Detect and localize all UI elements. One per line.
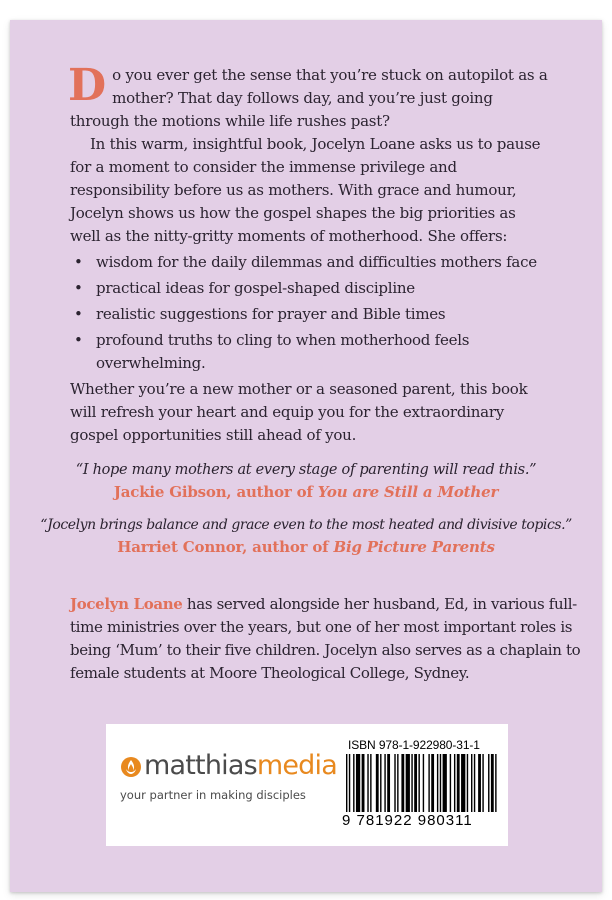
barcode-bar: [443, 754, 447, 812]
barcode-bar: [474, 754, 475, 812]
isbn-label: ISBN 978-1-922980-31-1: [348, 738, 480, 752]
blurb-paragraph-1: [68, 60, 548, 133]
author-name: Jocelyn Loane: [70, 595, 183, 613]
barcode-bar: [450, 754, 451, 812]
barcode-bar: [418, 754, 419, 812]
drop-cap: D: [68, 60, 107, 111]
list-item: • realistic suggestions for prayer and Bible times: [96, 303, 548, 326]
barcode-bar: [346, 754, 347, 812]
endorsement-2: [30, 514, 582, 558]
barcode-bar: [454, 754, 455, 812]
barcode-bar: [353, 754, 354, 812]
barcode-bar: [482, 754, 483, 812]
blurb-paragraph-2: In this warm, insightful book, Jocelyn Loane asks us to pause for a moment to consider the immense privilege and responsibility before us as mothers. With grace and humour, Jocelyn shows us how the gospel shapes the big priorities as well as the nitty-gritty moments of motherhood. She offers:: [70, 135, 541, 245]
back-cover: [10, 20, 602, 892]
endorsement-1: [30, 459, 582, 503]
offer-list: [70, 251, 548, 375]
barcode-bar: [478, 754, 481, 812]
bullet-icon: •: [74, 253, 83, 271]
barcode-bar: [397, 754, 398, 812]
barcode-bar: [380, 754, 381, 812]
barcode-bar: [414, 754, 417, 812]
barcode-bar: [387, 754, 390, 812]
bullet-icon: •: [74, 331, 83, 349]
endorsement-book-title: You are Still a Mother: [317, 483, 499, 501]
blurb-paragraph-3: Whether you’re a new mother or a seasoned parent, this book will refresh your heart and equip you for the extraordinary gospel opportunities still ahead of you.: [70, 380, 528, 444]
list-item: • practical ideas for gospel-shaped discipline: [96, 277, 548, 300]
barcode-bar: [440, 754, 441, 812]
barcode-bar: [428, 754, 429, 812]
barcode-bar: [467, 754, 468, 812]
barcode-bar: [349, 754, 350, 812]
publisher-logo: [120, 750, 340, 804]
author-bio-text: has served alongside her husband, Ed, in various full-time ministries over the years, but one of her most important roles is being ‘Mum’ to their five children. Jocelyn also serves as a chaplain to female students at Moore Theological College, Sydney.: [70, 595, 581, 682]
bullet-icon: •: [74, 305, 83, 323]
barcode-bar: [457, 754, 460, 812]
blurb-paragraph-1-text: o you ever get the sense that you’re stuck on autopilot as a mother? That day follows day, and you’re just going through the motions while life rushes past?: [70, 66, 548, 130]
barcode-bar: [376, 754, 379, 812]
barcode-bar: [394, 754, 395, 812]
list-item: • profound truths to cling to when motherhood feels overwhelming.: [74, 331, 470, 372]
endorsement-quote: “I hope many mothers at every stage of parenting will read this.”: [75, 462, 537, 478]
barcode-bar: [370, 754, 371, 812]
barcode-bar: [367, 754, 368, 812]
barcode-panel: [106, 724, 508, 846]
barcode-bar: [401, 754, 404, 812]
matthiasmedia-flame-icon: [120, 756, 142, 778]
endorsement-author: Jackie Gibson, author of You are Still a Mother: [113, 483, 499, 501]
barcode-bar: [406, 754, 410, 812]
barcode-bar: [488, 754, 489, 812]
bullet-icon: •: [74, 279, 83, 297]
author-bio: [70, 593, 590, 685]
barcode-bar: [423, 754, 424, 812]
barcode-bar: [411, 754, 412, 812]
publisher-tagline: your partner in making disciples: [120, 788, 306, 802]
blurb: [68, 60, 548, 447]
barcode-bar: [362, 754, 365, 812]
barcode-bar: [384, 754, 385, 812]
barcode-icon: [346, 754, 498, 812]
barcode-digits: 9 781922 980311: [342, 812, 473, 829]
barcode-bar: [431, 754, 434, 812]
endorsement-author: Harriet Connor, author of Big Picture Parents: [117, 538, 495, 556]
barcode-bar: [491, 754, 494, 812]
barcode-bar: [461, 754, 465, 812]
barcode-bar: [495, 754, 496, 812]
list-item: • wisdom for the daily dilemmas and difficulties mothers face: [96, 251, 548, 274]
endorsement-book-title: Big Picture Parents: [333, 538, 495, 556]
barcode-bar: [471, 754, 472, 812]
barcode-bar: [437, 754, 438, 812]
barcode-bar: [356, 754, 360, 812]
publisher-wordmark: matthiasmedia: [144, 750, 337, 781]
endorsement-quote: “Jocelyn brings balance and grace even to the most heated and divisive topics.”: [40, 517, 572, 533]
